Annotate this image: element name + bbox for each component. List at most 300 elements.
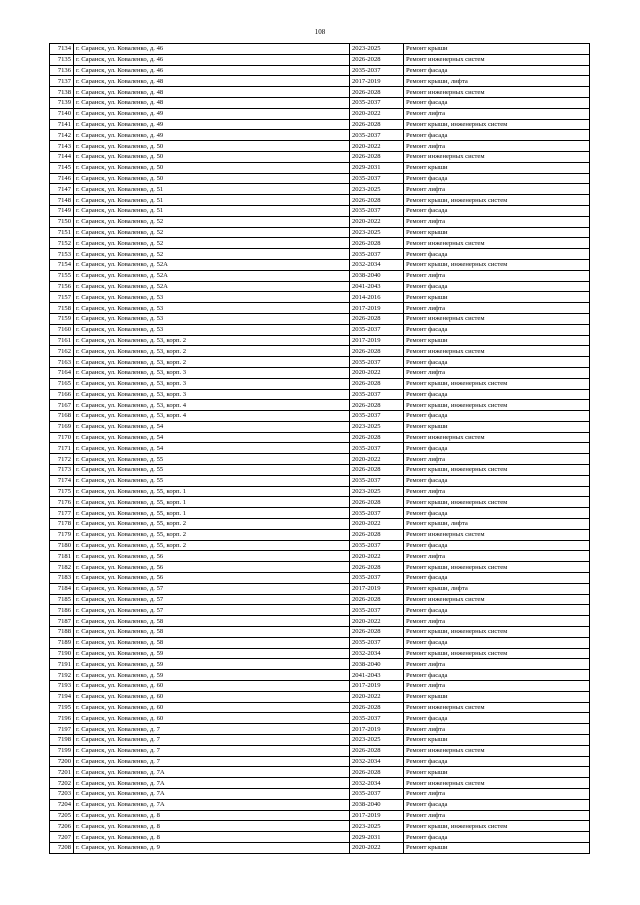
row-number-cell: 7153	[50, 249, 74, 260]
address-cell: г. Саранск, ул. Коваленко, д. 55, корп. 1	[74, 508, 350, 519]
page-number: 108	[314, 28, 326, 36]
period-cell: 2035-2037	[350, 788, 404, 799]
address-cell: г. Саранск, ул. Коваленко, д. 53, корп. 3	[74, 367, 350, 378]
row-number-cell: 7135	[50, 54, 74, 65]
period-cell: 2020-2022	[350, 842, 404, 853]
table-row	[50, 756, 590, 767]
period-cell: 2038-2040	[350, 799, 404, 810]
row-number-cell: 7148	[50, 195, 74, 206]
period-cell: 2020-2022	[350, 616, 404, 627]
address-cell: г. Саранск, ул. Коваленко, д. 55	[74, 475, 350, 486]
table-row	[50, 573, 590, 584]
work-type-cell: Ремонт лифта	[404, 216, 590, 227]
work-type-cell: Ремонт инженерных систем	[404, 238, 590, 249]
work-type-cell: Ремонт фасада	[404, 605, 590, 616]
period-cell: 2023-2025	[350, 227, 404, 238]
table-row	[50, 162, 590, 173]
address-cell: г. Саранск, ул. Коваленко, д. 55	[74, 465, 350, 476]
table-row	[50, 205, 590, 216]
period-cell: 2035-2037	[350, 637, 404, 648]
table-row	[50, 357, 590, 368]
table-row	[50, 227, 590, 238]
period-cell: 2029-2031	[350, 832, 404, 843]
period-cell: 2035-2037	[350, 389, 404, 400]
work-type-cell: Ремонт крыши	[404, 735, 590, 746]
address-cell: г. Саранск, ул. Коваленко, д. 53, корп. 2	[74, 357, 350, 368]
address-cell: г. Саранск, ул. Коваленко, д. 53, корп. 2	[74, 335, 350, 346]
period-cell: 2035-2037	[350, 411, 404, 422]
row-number-cell: 7196	[50, 713, 74, 724]
row-number-cell: 7145	[50, 162, 74, 173]
period-cell: 2035-2037	[350, 540, 404, 551]
row-number-cell: 7205	[50, 810, 74, 821]
period-cell: 2032-2034	[350, 648, 404, 659]
period-cell: 2020-2022	[350, 108, 404, 119]
table-row	[50, 303, 590, 314]
period-cell: 2023-2025	[350, 821, 404, 832]
period-cell: 2026-2028	[350, 151, 404, 162]
address-cell: г. Саранск, ул. Коваленко, д. 49	[74, 119, 350, 130]
work-type-cell: Ремонт лифта	[404, 810, 590, 821]
table-row	[50, 519, 590, 530]
work-type-cell: Ремонт крыши, инженерных систем	[404, 821, 590, 832]
address-cell: г. Саранск, ул. Коваленко, д. 54	[74, 443, 350, 454]
work-type-cell: Ремонт крыши, инженерных систем	[404, 627, 590, 638]
row-number-cell: 7182	[50, 562, 74, 573]
table-row	[50, 281, 590, 292]
period-cell: 2020-2022	[350, 216, 404, 227]
period-cell: 2026-2028	[350, 119, 404, 130]
work-type-cell: Ремонт крыши, инженерных систем	[404, 465, 590, 476]
table-row	[50, 637, 590, 648]
work-type-cell: Ремонт крыши	[404, 691, 590, 702]
address-cell: г. Саранск, ул. Коваленко, д. 8	[74, 810, 350, 821]
row-number-cell: 7149	[50, 205, 74, 216]
work-type-cell: Ремонт крыши	[404, 44, 590, 55]
row-number-cell: 7184	[50, 583, 74, 594]
address-cell: г. Саранск, ул. Коваленко, д. 50	[74, 173, 350, 184]
address-cell: г. Саранск, ул. Коваленко, д. 52А	[74, 270, 350, 281]
table-row	[50, 767, 590, 778]
table-row	[50, 378, 590, 389]
period-cell: 2026-2028	[350, 400, 404, 411]
row-number-cell: 7170	[50, 432, 74, 443]
table-row	[50, 173, 590, 184]
table-row	[50, 529, 590, 540]
work-type-cell: Ремонт инженерных систем	[404, 313, 590, 324]
address-cell: г. Саранск, ул. Коваленко, д. 48	[74, 76, 350, 87]
address-cell: г. Саранск, ул. Коваленко, д. 58	[74, 616, 350, 627]
period-cell: 2035-2037	[350, 357, 404, 368]
table-row	[50, 130, 590, 141]
period-cell: 2026-2028	[350, 432, 404, 443]
table-row	[50, 605, 590, 616]
row-number-cell: 7137	[50, 76, 74, 87]
table-row	[50, 659, 590, 670]
period-cell: 2020-2022	[350, 551, 404, 562]
period-cell: 2041-2043	[350, 281, 404, 292]
table-row	[50, 508, 590, 519]
table-row	[50, 583, 590, 594]
work-type-cell: Ремонт крыши	[404, 421, 590, 432]
address-cell: г. Саранск, ул. Коваленко, д. 48	[74, 97, 350, 108]
work-type-cell: Ремонт инженерных систем	[404, 529, 590, 540]
work-type-cell: Ремонт крыши, инженерных систем	[404, 648, 590, 659]
work-type-cell: Ремонт крыши	[404, 227, 590, 238]
table-row	[50, 367, 590, 378]
table-body	[50, 44, 590, 854]
period-cell: 2032-2034	[350, 259, 404, 270]
work-type-cell: Ремонт фасада	[404, 130, 590, 141]
period-cell: 2020-2022	[350, 454, 404, 465]
row-number-cell: 7197	[50, 724, 74, 735]
address-cell: г. Саранск, ул. Коваленко, д. 53, корп. 2	[74, 346, 350, 357]
address-cell: г. Саранск, ул. Коваленко, д. 53, корп. 4	[74, 411, 350, 422]
period-cell: 2038-2040	[350, 659, 404, 670]
period-cell: 2035-2037	[350, 324, 404, 335]
row-number-cell: 7159	[50, 313, 74, 324]
work-type-cell: Ремонт инженерных систем	[404, 745, 590, 756]
period-cell: 2035-2037	[350, 97, 404, 108]
address-cell: г. Саранск, ул. Коваленко, д. 58	[74, 637, 350, 648]
work-type-cell: Ремонт фасада	[404, 65, 590, 76]
period-cell: 2017-2019	[350, 724, 404, 735]
work-type-cell: Ремонт лифта	[404, 659, 590, 670]
work-type-cell: Ремонт фасада	[404, 443, 590, 454]
table-row	[50, 324, 590, 335]
work-type-cell: Ремонт лифта	[404, 681, 590, 692]
row-number-cell: 7189	[50, 637, 74, 648]
table-row	[50, 832, 590, 843]
table-row	[50, 691, 590, 702]
period-cell: 2020-2022	[350, 519, 404, 530]
table-row	[50, 594, 590, 605]
work-type-cell: Ремонт лифта	[404, 108, 590, 119]
work-type-cell: Ремонт лифта	[404, 454, 590, 465]
work-type-cell: Ремонт крыши	[404, 767, 590, 778]
address-cell: г. Саранск, ул. Коваленко, д. 52	[74, 238, 350, 249]
row-number-cell: 7138	[50, 87, 74, 98]
work-type-cell: Ремонт лифта	[404, 270, 590, 281]
row-number-cell: 7160	[50, 324, 74, 335]
period-cell: 2035-2037	[350, 573, 404, 584]
work-type-cell: Ремонт фасада	[404, 173, 590, 184]
work-type-cell: Ремонт фасада	[404, 475, 590, 486]
address-cell: г. Саранск, ул. Коваленко, д. 8	[74, 832, 350, 843]
table-row	[50, 454, 590, 465]
period-cell: 2023-2025	[350, 486, 404, 497]
row-number-cell: 7187	[50, 616, 74, 627]
row-number-cell: 7169	[50, 421, 74, 432]
row-number-cell: 7155	[50, 270, 74, 281]
work-type-cell: Ремонт фасада	[404, 97, 590, 108]
table-row	[50, 713, 590, 724]
address-cell: г. Саранск, ул. Коваленко, д. 59	[74, 670, 350, 681]
row-number-cell: 7203	[50, 788, 74, 799]
period-cell: 2035-2037	[350, 475, 404, 486]
work-type-cell: Ремонт крыши, инженерных систем	[404, 259, 590, 270]
work-type-cell: Ремонт лифта	[404, 367, 590, 378]
work-type-cell: Ремонт инженерных систем	[404, 702, 590, 713]
period-cell: 2035-2037	[350, 605, 404, 616]
period-cell: 2017-2019	[350, 335, 404, 346]
row-number-cell: 7174	[50, 475, 74, 486]
period-cell: 2017-2019	[350, 76, 404, 87]
table-row	[50, 195, 590, 206]
table-row	[50, 810, 590, 821]
row-number-cell: 7190	[50, 648, 74, 659]
address-cell: г. Саранск, ул. Коваленко, д. 55, корп. 1	[74, 486, 350, 497]
row-number-cell: 7194	[50, 691, 74, 702]
address-cell: г. Саранск, ул. Коваленко, д. 7	[74, 735, 350, 746]
table-row	[50, 141, 590, 152]
work-type-cell: Ремонт фасада	[404, 411, 590, 422]
table-row	[50, 259, 590, 270]
table-row	[50, 616, 590, 627]
address-cell: г. Саранск, ул. Коваленко, д. 46	[74, 54, 350, 65]
table-row	[50, 745, 590, 756]
row-number-cell: 7154	[50, 259, 74, 270]
table-row	[50, 443, 590, 454]
work-type-cell: Ремонт инженерных систем	[404, 54, 590, 65]
period-cell: 2026-2028	[350, 594, 404, 605]
period-cell: 2023-2025	[350, 735, 404, 746]
work-type-cell: Ремонт лифта	[404, 141, 590, 152]
repair-schedule-table	[49, 43, 590, 854]
work-type-cell: Ремонт фасада	[404, 573, 590, 584]
row-number-cell: 7139	[50, 97, 74, 108]
address-cell: г. Саранск, ул. Коваленко, д. 7	[74, 756, 350, 767]
row-number-cell: 7150	[50, 216, 74, 227]
row-number-cell: 7195	[50, 702, 74, 713]
table-row	[50, 270, 590, 281]
address-cell: г. Саранск, ул. Коваленко, д. 50	[74, 141, 350, 152]
address-cell: г. Саранск, ул. Коваленко, д. 50	[74, 162, 350, 173]
work-type-cell: Ремонт лифта	[404, 184, 590, 195]
address-cell: г. Саранск, ул. Коваленко, д. 54	[74, 421, 350, 432]
row-number-cell: 7177	[50, 508, 74, 519]
row-number-cell: 7161	[50, 335, 74, 346]
work-type-cell: Ремонт фасада	[404, 713, 590, 724]
period-cell: 2026-2028	[350, 313, 404, 324]
work-type-cell: Ремонт фасада	[404, 508, 590, 519]
table-row	[50, 648, 590, 659]
table-row	[50, 497, 590, 508]
address-cell: г. Саранск, ул. Коваленко, д. 9	[74, 842, 350, 853]
period-cell: 2032-2034	[350, 756, 404, 767]
address-cell: г. Саранск, ул. Коваленко, д. 54	[74, 432, 350, 443]
row-number-cell: 7183	[50, 573, 74, 584]
table-row	[50, 562, 590, 573]
row-number-cell: 7178	[50, 519, 74, 530]
table-row	[50, 821, 590, 832]
row-number-cell: 7191	[50, 659, 74, 670]
work-type-cell: Ремонт фасада	[404, 832, 590, 843]
period-cell: 2017-2019	[350, 810, 404, 821]
address-cell: г. Саранск, ул. Коваленко, д. 52А	[74, 259, 350, 270]
work-type-cell: Ремонт крыши, инженерных систем	[404, 562, 590, 573]
address-cell: г. Саранск, ул. Коваленко, д. 53	[74, 313, 350, 324]
address-cell: г. Саранск, ул. Коваленко, д. 52	[74, 249, 350, 260]
table-row	[50, 778, 590, 789]
address-cell: г. Саранск, ул. Коваленко, д. 60	[74, 702, 350, 713]
row-number-cell: 7136	[50, 65, 74, 76]
work-type-cell: Ремонт крыши, инженерных систем	[404, 378, 590, 389]
table-row	[50, 54, 590, 65]
period-cell: 2026-2028	[350, 238, 404, 249]
table-row	[50, 670, 590, 681]
work-type-cell: Ремонт инженерных систем	[404, 778, 590, 789]
address-cell: г. Саранск, ул. Коваленко, д. 60	[74, 691, 350, 702]
address-cell: г. Саранск, ул. Коваленко, д. 46	[74, 44, 350, 55]
work-type-cell: Ремонт лифта	[404, 486, 590, 497]
period-cell: 2020-2022	[350, 691, 404, 702]
period-cell: 2026-2028	[350, 54, 404, 65]
address-cell: г. Саранск, ул. Коваленко, д. 7А	[74, 788, 350, 799]
table-row	[50, 724, 590, 735]
table-row	[50, 681, 590, 692]
table-row	[50, 540, 590, 551]
table-row	[50, 400, 590, 411]
address-cell: г. Саранск, ул. Коваленко, д. 55, корп. 2	[74, 540, 350, 551]
work-type-cell: Ремонт фасада	[404, 249, 590, 260]
table-row	[50, 346, 590, 357]
table-row	[50, 421, 590, 432]
work-type-cell: Ремонт крыши, инженерных систем	[404, 400, 590, 411]
period-cell: 2020-2022	[350, 367, 404, 378]
period-cell: 2035-2037	[350, 130, 404, 141]
work-type-cell: Ремонт инженерных систем	[404, 594, 590, 605]
address-cell: г. Саранск, ул. Коваленко, д. 7А	[74, 767, 350, 778]
address-cell: г. Саранск, ул. Коваленко, д. 53, корп. 4	[74, 400, 350, 411]
period-cell: 2026-2028	[350, 346, 404, 357]
period-cell: 2035-2037	[350, 443, 404, 454]
table-row	[50, 44, 590, 55]
work-type-cell: Ремонт фасада	[404, 799, 590, 810]
row-number-cell: 7180	[50, 540, 74, 551]
table-row	[50, 292, 590, 303]
table-row	[50, 389, 590, 400]
period-cell: 2026-2028	[350, 497, 404, 508]
table-row	[50, 87, 590, 98]
period-cell: 2026-2028	[350, 195, 404, 206]
row-number-cell: 7181	[50, 551, 74, 562]
address-cell: г. Саранск, ул. Коваленко, д. 60	[74, 681, 350, 692]
table-row	[50, 65, 590, 76]
work-type-cell: Ремонт инженерных систем	[404, 432, 590, 443]
table-row	[50, 151, 590, 162]
period-cell: 2026-2028	[350, 87, 404, 98]
address-cell: г. Саранск, ул. Коваленко, д. 53, корп. 3	[74, 389, 350, 400]
row-number-cell: 7186	[50, 605, 74, 616]
work-type-cell: Ремонт лифта	[404, 551, 590, 562]
row-number-cell: 7168	[50, 411, 74, 422]
table-row	[50, 465, 590, 476]
table-row	[50, 249, 590, 260]
row-number-cell: 7162	[50, 346, 74, 357]
work-type-cell: Ремонт фасада	[404, 324, 590, 335]
period-cell: 2026-2028	[350, 702, 404, 713]
work-type-cell: Ремонт крыши, лифта	[404, 519, 590, 530]
row-number-cell: 7166	[50, 389, 74, 400]
row-number-cell: 7175	[50, 486, 74, 497]
row-number-cell: 7147	[50, 184, 74, 195]
row-number-cell: 7144	[50, 151, 74, 162]
address-cell: г. Саранск, ул. Коваленко, д. 56	[74, 573, 350, 584]
period-cell: 2017-2019	[350, 303, 404, 314]
row-number-cell: 7179	[50, 529, 74, 540]
row-number-cell: 7146	[50, 173, 74, 184]
row-number-cell: 7171	[50, 443, 74, 454]
row-number-cell: 7167	[50, 400, 74, 411]
work-type-cell: Ремонт крыши, лифта	[404, 583, 590, 594]
address-cell: г. Саранск, ул. Коваленко, д. 52А	[74, 281, 350, 292]
table-row	[50, 799, 590, 810]
address-cell: г. Саранск, ул. Коваленко, д. 52	[74, 216, 350, 227]
table-row	[50, 411, 590, 422]
address-cell: г. Саранск, ул. Коваленко, д. 57	[74, 605, 350, 616]
period-cell: 2035-2037	[350, 249, 404, 260]
period-cell: 2026-2028	[350, 562, 404, 573]
work-type-cell: Ремонт фасада	[404, 205, 590, 216]
work-type-cell: Ремонт крыши	[404, 335, 590, 346]
address-cell: г. Саранск, ул. Коваленко, д. 51	[74, 184, 350, 195]
period-cell: 2014-2016	[350, 292, 404, 303]
row-number-cell: 7202	[50, 778, 74, 789]
row-number-cell: 7152	[50, 238, 74, 249]
work-type-cell: Ремонт крыши, инженерных систем	[404, 119, 590, 130]
address-cell: г. Саранск, ул. Коваленко, д. 52	[74, 227, 350, 238]
period-cell: 2023-2025	[350, 421, 404, 432]
row-number-cell: 7140	[50, 108, 74, 119]
address-cell: г. Саранск, ул. Коваленко, д. 56	[74, 562, 350, 573]
work-type-cell: Ремонт крыши, лифта	[404, 76, 590, 87]
table-row	[50, 119, 590, 130]
address-cell: г. Саранск, ул. Коваленко, д. 7А	[74, 778, 350, 789]
work-type-cell: Ремонт инженерных систем	[404, 87, 590, 98]
table-row	[50, 432, 590, 443]
period-cell: 2026-2028	[350, 378, 404, 389]
address-cell: г. Саранск, ул. Коваленко, д. 59	[74, 648, 350, 659]
period-cell: 2026-2028	[350, 745, 404, 756]
period-cell: 2017-2019	[350, 583, 404, 594]
period-cell: 2026-2028	[350, 529, 404, 540]
row-number-cell: 7199	[50, 745, 74, 756]
address-cell: г. Саранск, ул. Коваленко, д. 53	[74, 292, 350, 303]
table-row	[50, 184, 590, 195]
address-cell: г. Саранск, ул. Коваленко, д. 56	[74, 551, 350, 562]
work-type-cell: Ремонт крыши	[404, 162, 590, 173]
row-number-cell: 7206	[50, 821, 74, 832]
row-number-cell: 7200	[50, 756, 74, 767]
row-number-cell: 7201	[50, 767, 74, 778]
period-cell: 2038-2040	[350, 270, 404, 281]
table-row	[50, 788, 590, 799]
address-cell: г. Саранск, ул. Коваленко, д. 55	[74, 454, 350, 465]
row-number-cell: 7198	[50, 735, 74, 746]
period-cell: 2020-2022	[350, 141, 404, 152]
address-cell: г. Саранск, ул. Коваленко, д. 7	[74, 724, 350, 735]
table-row	[50, 735, 590, 746]
row-number-cell: 7204	[50, 799, 74, 810]
table-row	[50, 475, 590, 486]
address-cell: г. Саранск, ул. Коваленко, д. 55, корп. 2	[74, 529, 350, 540]
address-cell: г. Саранск, ул. Коваленко, д. 53, корп. 3	[74, 378, 350, 389]
address-cell: г. Саранск, ул. Коваленко, д. 50	[74, 151, 350, 162]
period-cell: 2035-2037	[350, 205, 404, 216]
address-cell: г. Саранск, ул. Коваленко, д. 46	[74, 65, 350, 76]
period-cell: 2017-2019	[350, 681, 404, 692]
